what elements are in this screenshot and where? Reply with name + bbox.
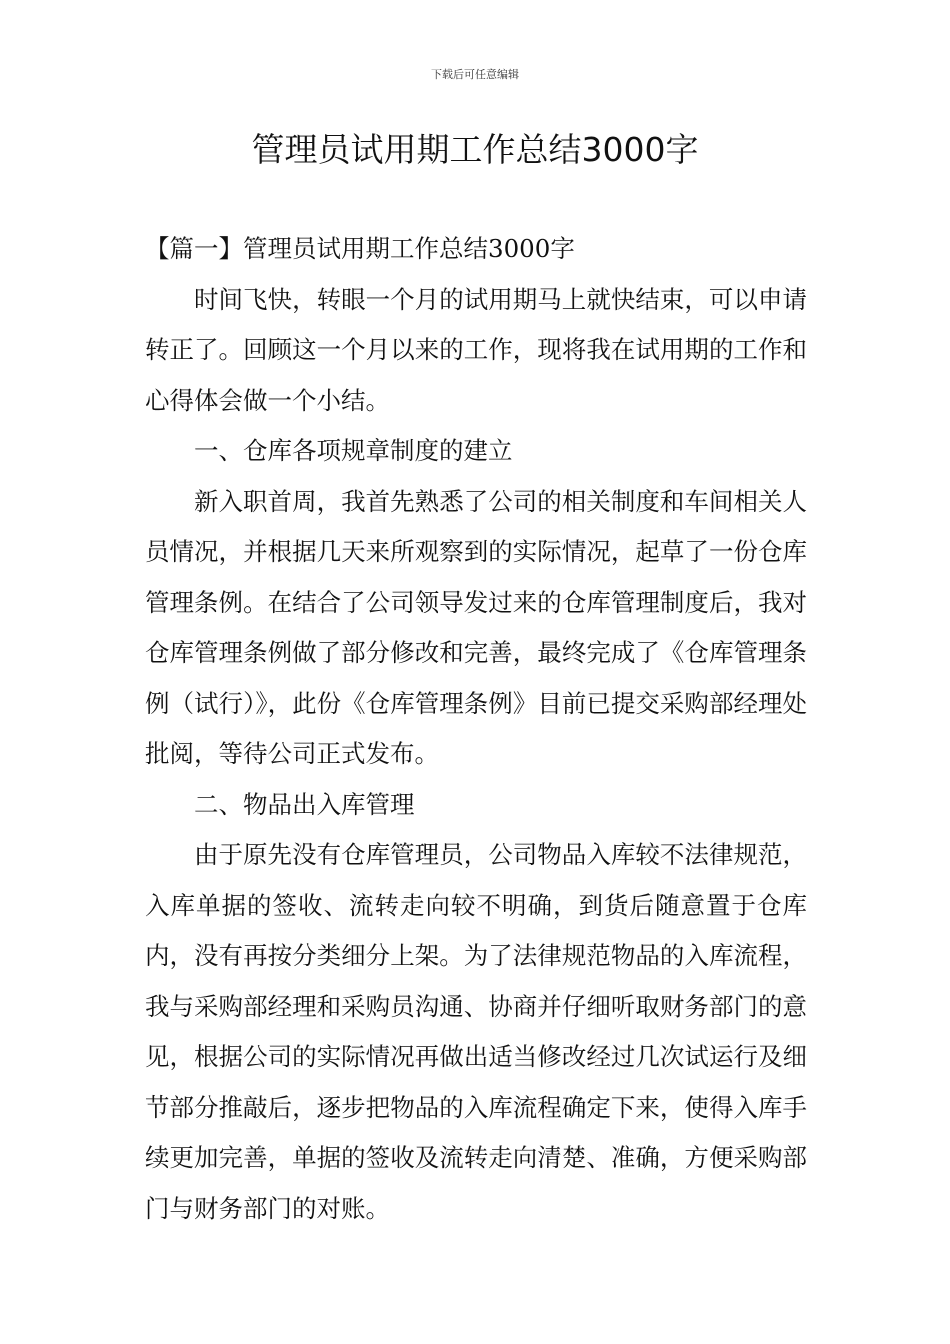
document-subtitle: 【篇一】管理员试用期工作总结3000字 (145, 234, 575, 263)
paragraph-section-1: 新入职首周，我首先熟悉了公司的相关制度和车间相关人员情况，并根据几天来所观察到的实际情况，起草了一份仓库管理条例。在结合了公司领导发过来的仓库管理制度后，我对仓库管理条例做了部分修改和完善，最终完成了《仓库管理条例（试行）》，此份《仓库管理条例》目前已提交采购部经理处批阅，等待公司正式发布。 (145, 486, 807, 768)
section-heading-1: 一、仓库各项规章制度的建立 (194, 436, 513, 465)
section-heading-2: 二、物品出入库管理 (194, 789, 415, 819)
document-title: 管理员试用期工作总结3000字 (251, 130, 699, 169)
paragraph-section-2: 由于原先没有仓库管理员，公司物品入库较不法律规范，入库单据的签收、流转走向较不明确，到货后随意置于仓库内，没有再按分类细分上架。为了法律规范物品的入库流程，我与采购部经理和采购员沟通、协商并仔细听取财务部门的意见，根据公司的实际情况再做出适当修改经过几次试运行及细节部分推敲后，逐步把物品的入库流程确定下来，使得入库手续更加完善，单据的签收及流转走向清楚、准确，方便采购部门与财务部门的对账。 (145, 840, 807, 1223)
page-header-note: 下载后可任意编辑 (431, 68, 519, 81)
paragraph-intro: 时间飞快，转眼一个月的试用期马上就快结束，可以申请转正了。回顾这一个月以来的工作，现将我在试用期的工作和心得体会做一个小结。 (145, 284, 807, 415)
document-body (145, 224, 807, 1234)
